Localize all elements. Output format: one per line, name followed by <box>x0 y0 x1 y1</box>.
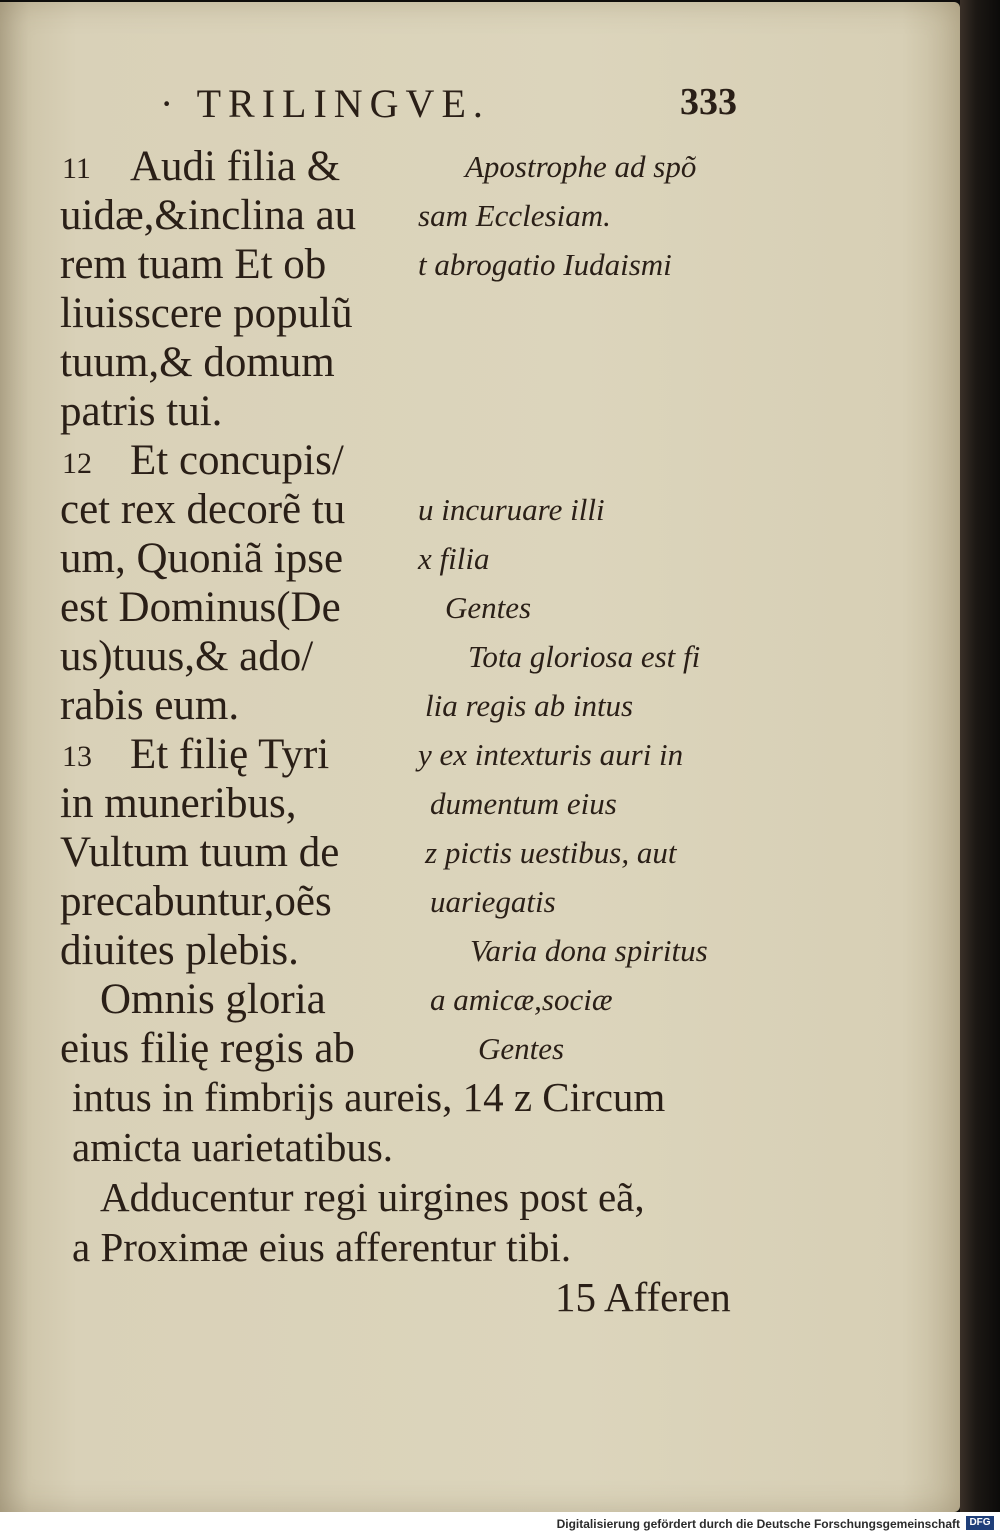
main-text-line: Omnis gloria <box>100 976 326 1023</box>
page-number: 333 <box>680 81 737 123</box>
margin-note: z pictis uestibus, aut <box>425 835 677 870</box>
full-width-line: Adducentur regi uirgines post eã, <box>100 1174 645 1220</box>
margin-note: t abrogatio Iudaismi <box>418 247 672 282</box>
dfg-logo: DFG <box>966 1516 994 1530</box>
main-text-line: cet rex decorẽ tu <box>60 486 346 533</box>
main-text-line: precabuntur,oẽs <box>60 878 332 925</box>
main-text-line: Audi filia & <box>130 143 341 190</box>
margin-note: lia regis ab intus <box>425 688 634 723</box>
margin-note: x filia <box>418 541 490 576</box>
main-text-line: us)tuus,& ado/ <box>60 633 314 680</box>
catchword: 15 Afferen <box>555 1274 731 1320</box>
main-text-line: uidæ,&inclina au <box>60 192 357 239</box>
margin-note: Tota gloriosa est fi <box>468 639 701 674</box>
main-text-line: eius filię regis ab <box>60 1025 355 1072</box>
main-text-line: Et concupis/ <box>130 437 344 484</box>
margin-note: Gentes <box>445 590 532 625</box>
digitization-footer <box>0 1512 1000 1536</box>
margin-note: Apostrophe ad spõ <box>465 149 697 184</box>
margin-note: a amicæ,sociæ <box>430 982 613 1017</box>
main-text-line: um, Quoniã ipse <box>60 535 344 582</box>
book-page <box>0 2 960 1512</box>
main-text-line: rabis eum. <box>60 682 240 729</box>
margin-note: Gentes <box>478 1031 565 1066</box>
margin-note: dumentum eius <box>430 786 617 821</box>
margin-note: u incuruare illi <box>418 492 605 527</box>
main-text-line: liuisscere populũ <box>60 290 353 337</box>
main-text-line: est Dominus(De <box>60 584 341 631</box>
full-width-line: amicta uarietatibus. <box>72 1124 394 1170</box>
verse-number: 11 <box>62 152 91 185</box>
main-text-line: Vultum tuum de <box>60 829 340 876</box>
main-text-line: patris tui. <box>60 388 223 435</box>
main-text-line: in muneribus, <box>60 780 297 827</box>
main-text-line: rem tuam Et ob <box>60 241 327 288</box>
book-edge-shadow <box>960 0 1000 1512</box>
verse-number: 13 <box>62 740 92 773</box>
full-width-line: intus in fimbrijs aureis, 14 z Circum <box>72 1074 666 1120</box>
main-text-line: tuum,& domum <box>60 339 335 386</box>
funding-credit: Digitalisierung gefördert durch die Deutsche Forschungsgemeinschaft <box>556 1517 960 1531</box>
main-text-line: Et filię Tyri <box>130 731 330 778</box>
margin-note: uariegatis <box>430 884 556 919</box>
running-title: · TRILINGVE. <box>160 81 490 126</box>
verse-number: 12 <box>62 447 92 480</box>
margin-note: y ex intexturis auri in <box>418 737 684 772</box>
margin-note: sam Ecclesiam. <box>418 198 611 233</box>
full-width-line: a Proximæ eius afferentur tibi. <box>72 1224 572 1270</box>
margin-note: Varia dona spiritus <box>470 933 708 968</box>
main-text-line: diuites plebis. <box>60 927 299 974</box>
